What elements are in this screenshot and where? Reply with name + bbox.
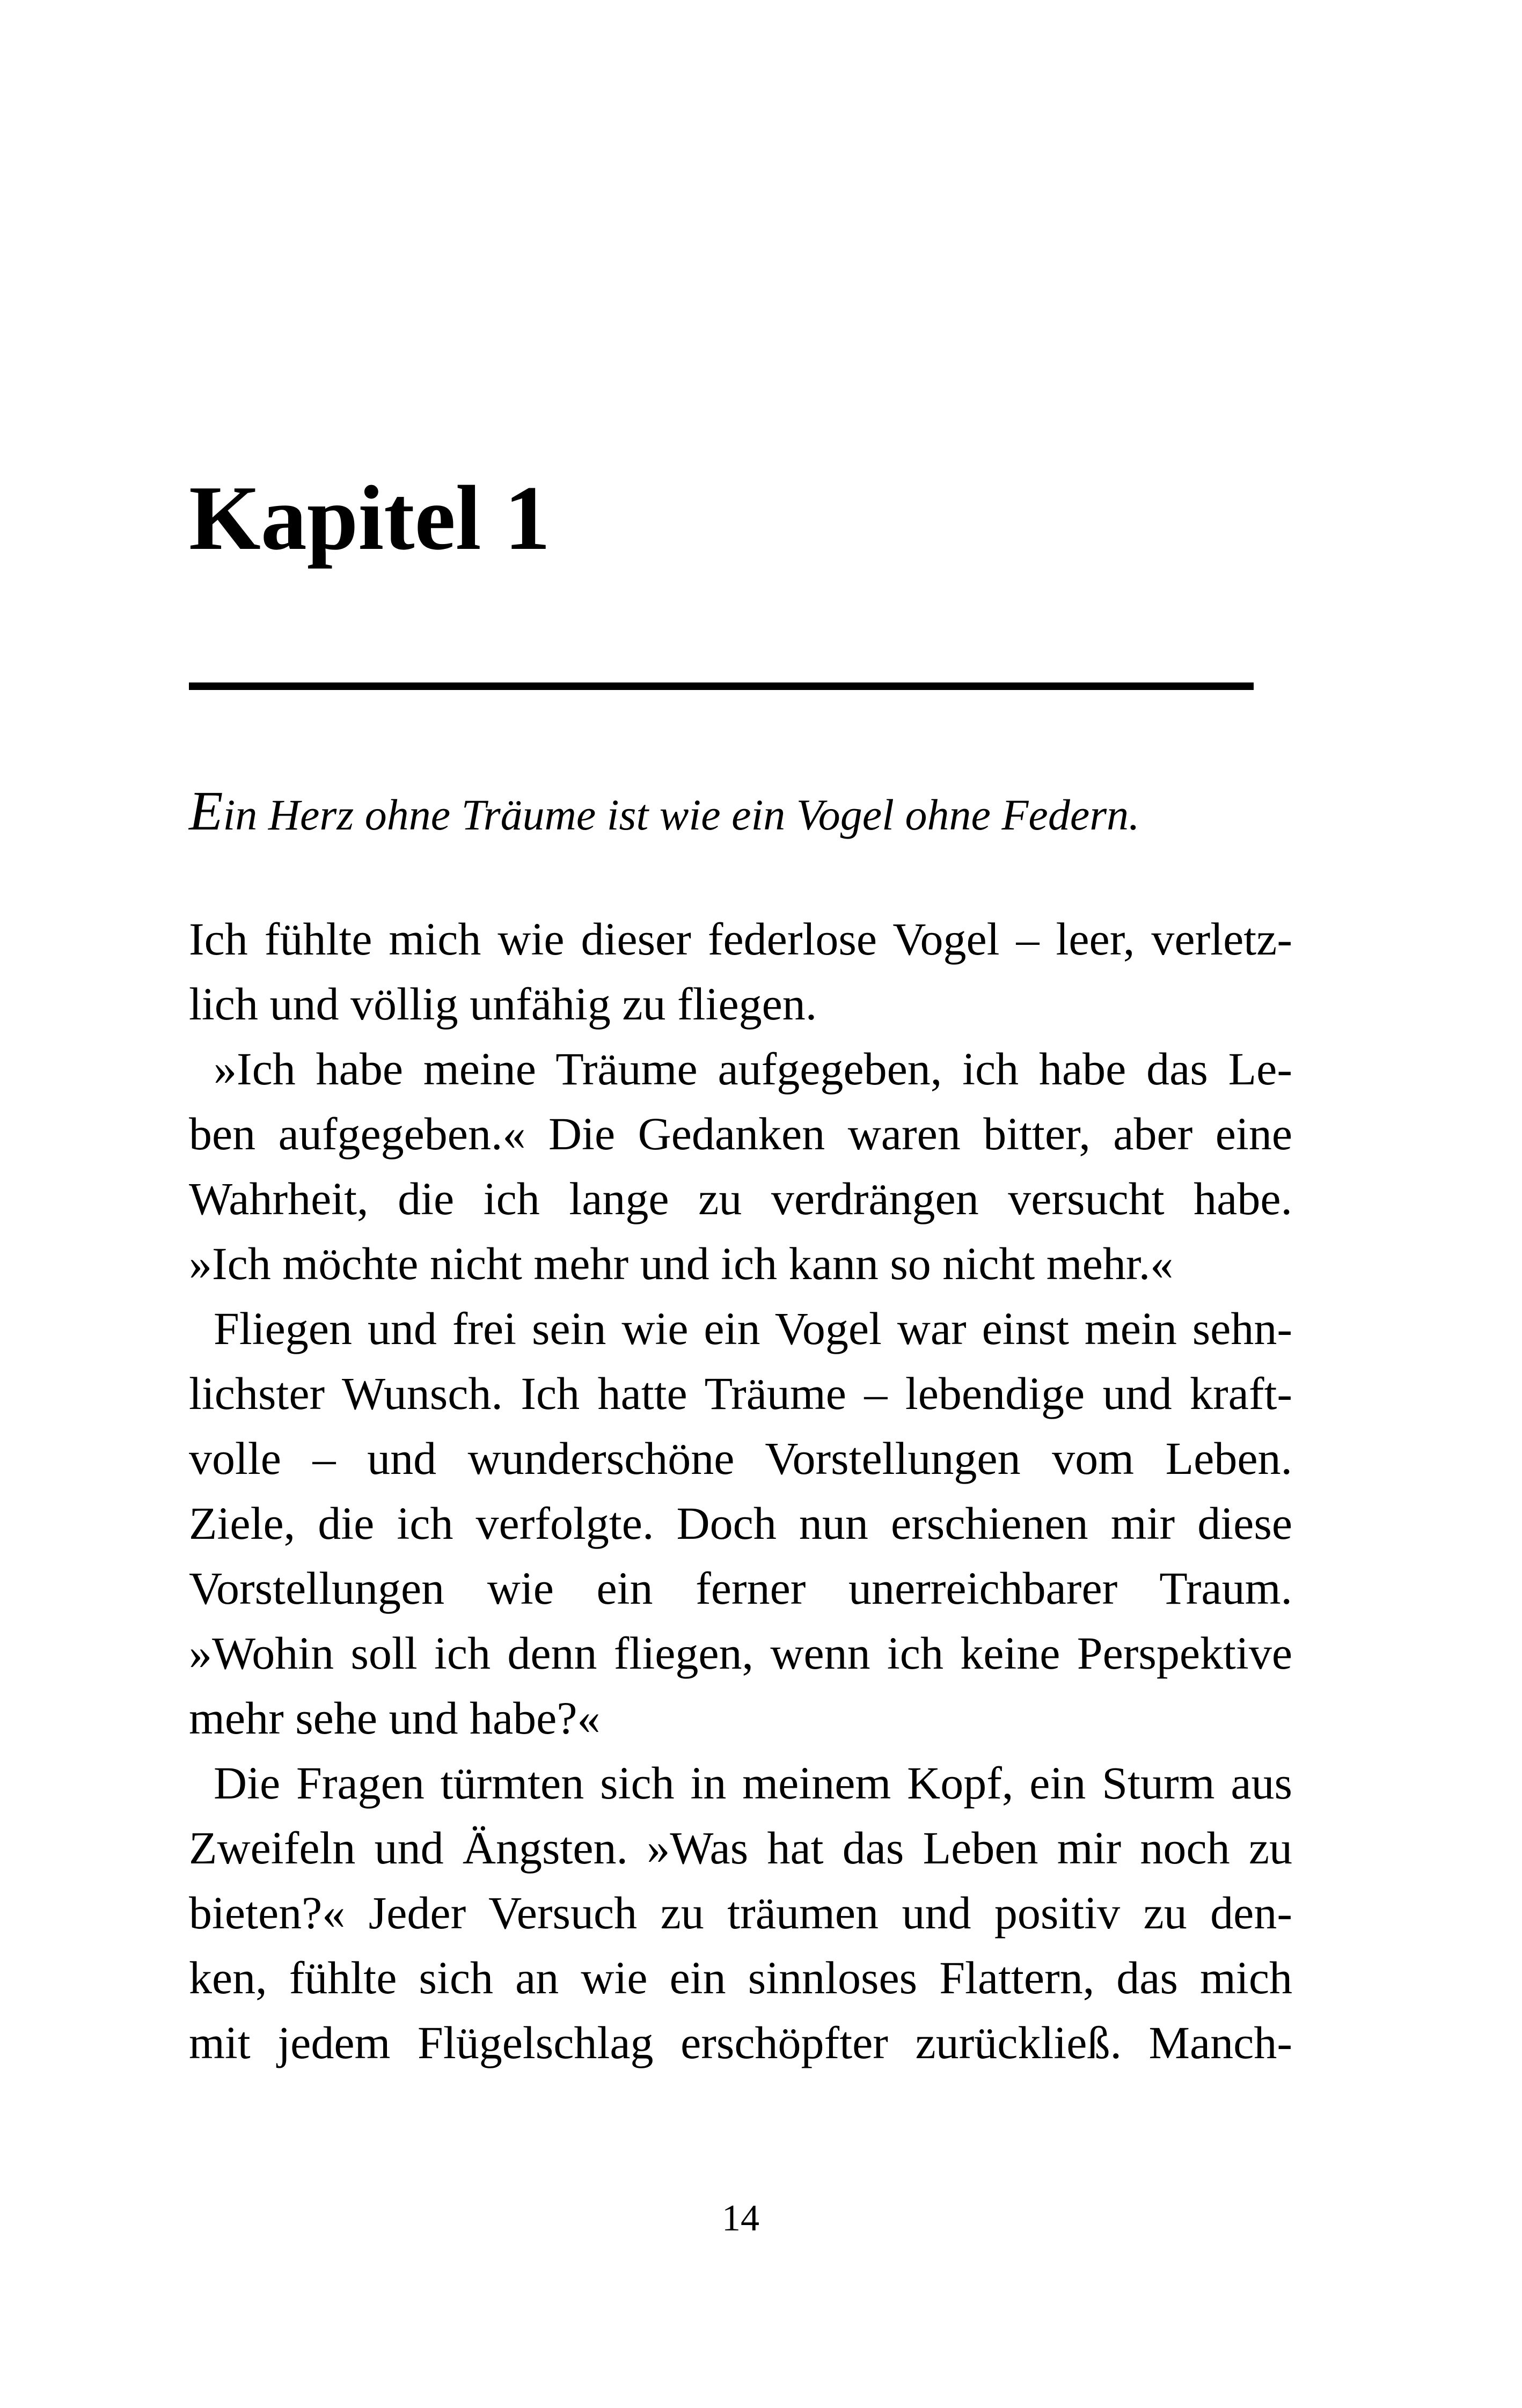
text-line: mit jedem Flügelschlag erschöpfter zurückließ. Manch-	[189, 2017, 1292, 2068]
chapter-title: Kapitel 1	[189, 467, 551, 569]
text-line: bieten?« Jeder Versuch zu träumen und positiv zu den-	[189, 1887, 1292, 1939]
text-line: Wahrheit, die ich lange zu verdrängen versucht habe.	[189, 1173, 1292, 1224]
text-line: Die Fragen türmten sich in meinem Kopf, ein Sturm aus	[214, 1757, 1292, 1809]
text-line: »Ich habe meine Träume aufgegeben, ich habe das Le-	[214, 1043, 1292, 1095]
epigraph-text: in Herz ohne Träume ist wie ein Vogel ohne Federn.	[223, 790, 1140, 839]
text-line: Ziele, die ich verfolgte. Doch nun erschienen mir diese	[189, 1497, 1292, 1549]
text-line: ben aufgegeben.« Die Gedanken waren bitter, aber eine	[189, 1108, 1292, 1159]
page-number: 14	[722, 2198, 759, 2239]
title-rule	[189, 682, 1254, 690]
epigraph-initial: E	[189, 780, 223, 842]
text-line: Ich fühlte mich wie dieser federlose Vogel – leer, verletz-	[189, 913, 1292, 965]
text-line: Zweifeln und Ängsten. »Was hat das Leben mir noch zu	[189, 1822, 1292, 1874]
text-line: ken, fühlte sich an wie ein sinnloses Flattern, das mich	[189, 1952, 1292, 2003]
text-line: Fliegen und frei sein wie ein Vogel war einst mein sehn-	[214, 1303, 1292, 1354]
text-line: lich und völlig unfähig zu fliegen.	[189, 978, 817, 1030]
text-line: volle – und wunderschöne Vorstellungen vom Leben.	[189, 1433, 1292, 1484]
text-line: lichster Wunsch. Ich hatte Träume – lebendige und kraft-	[189, 1368, 1292, 1419]
text-line: »Wohin soll ich denn fliegen, wenn ich keine Perspektive	[189, 1627, 1292, 1679]
text-line: »Ich möchte nicht mehr und ich kann so nicht mehr.«	[189, 1238, 1174, 1289]
body-text	[189, 907, 1292, 2075]
text-line: mehr sehe und habe?«	[189, 1692, 601, 1744]
text-line: Vorstellungen wie ein ferner unerreichbarer Traum.	[189, 1562, 1292, 1614]
epigraph	[189, 778, 1140, 845]
